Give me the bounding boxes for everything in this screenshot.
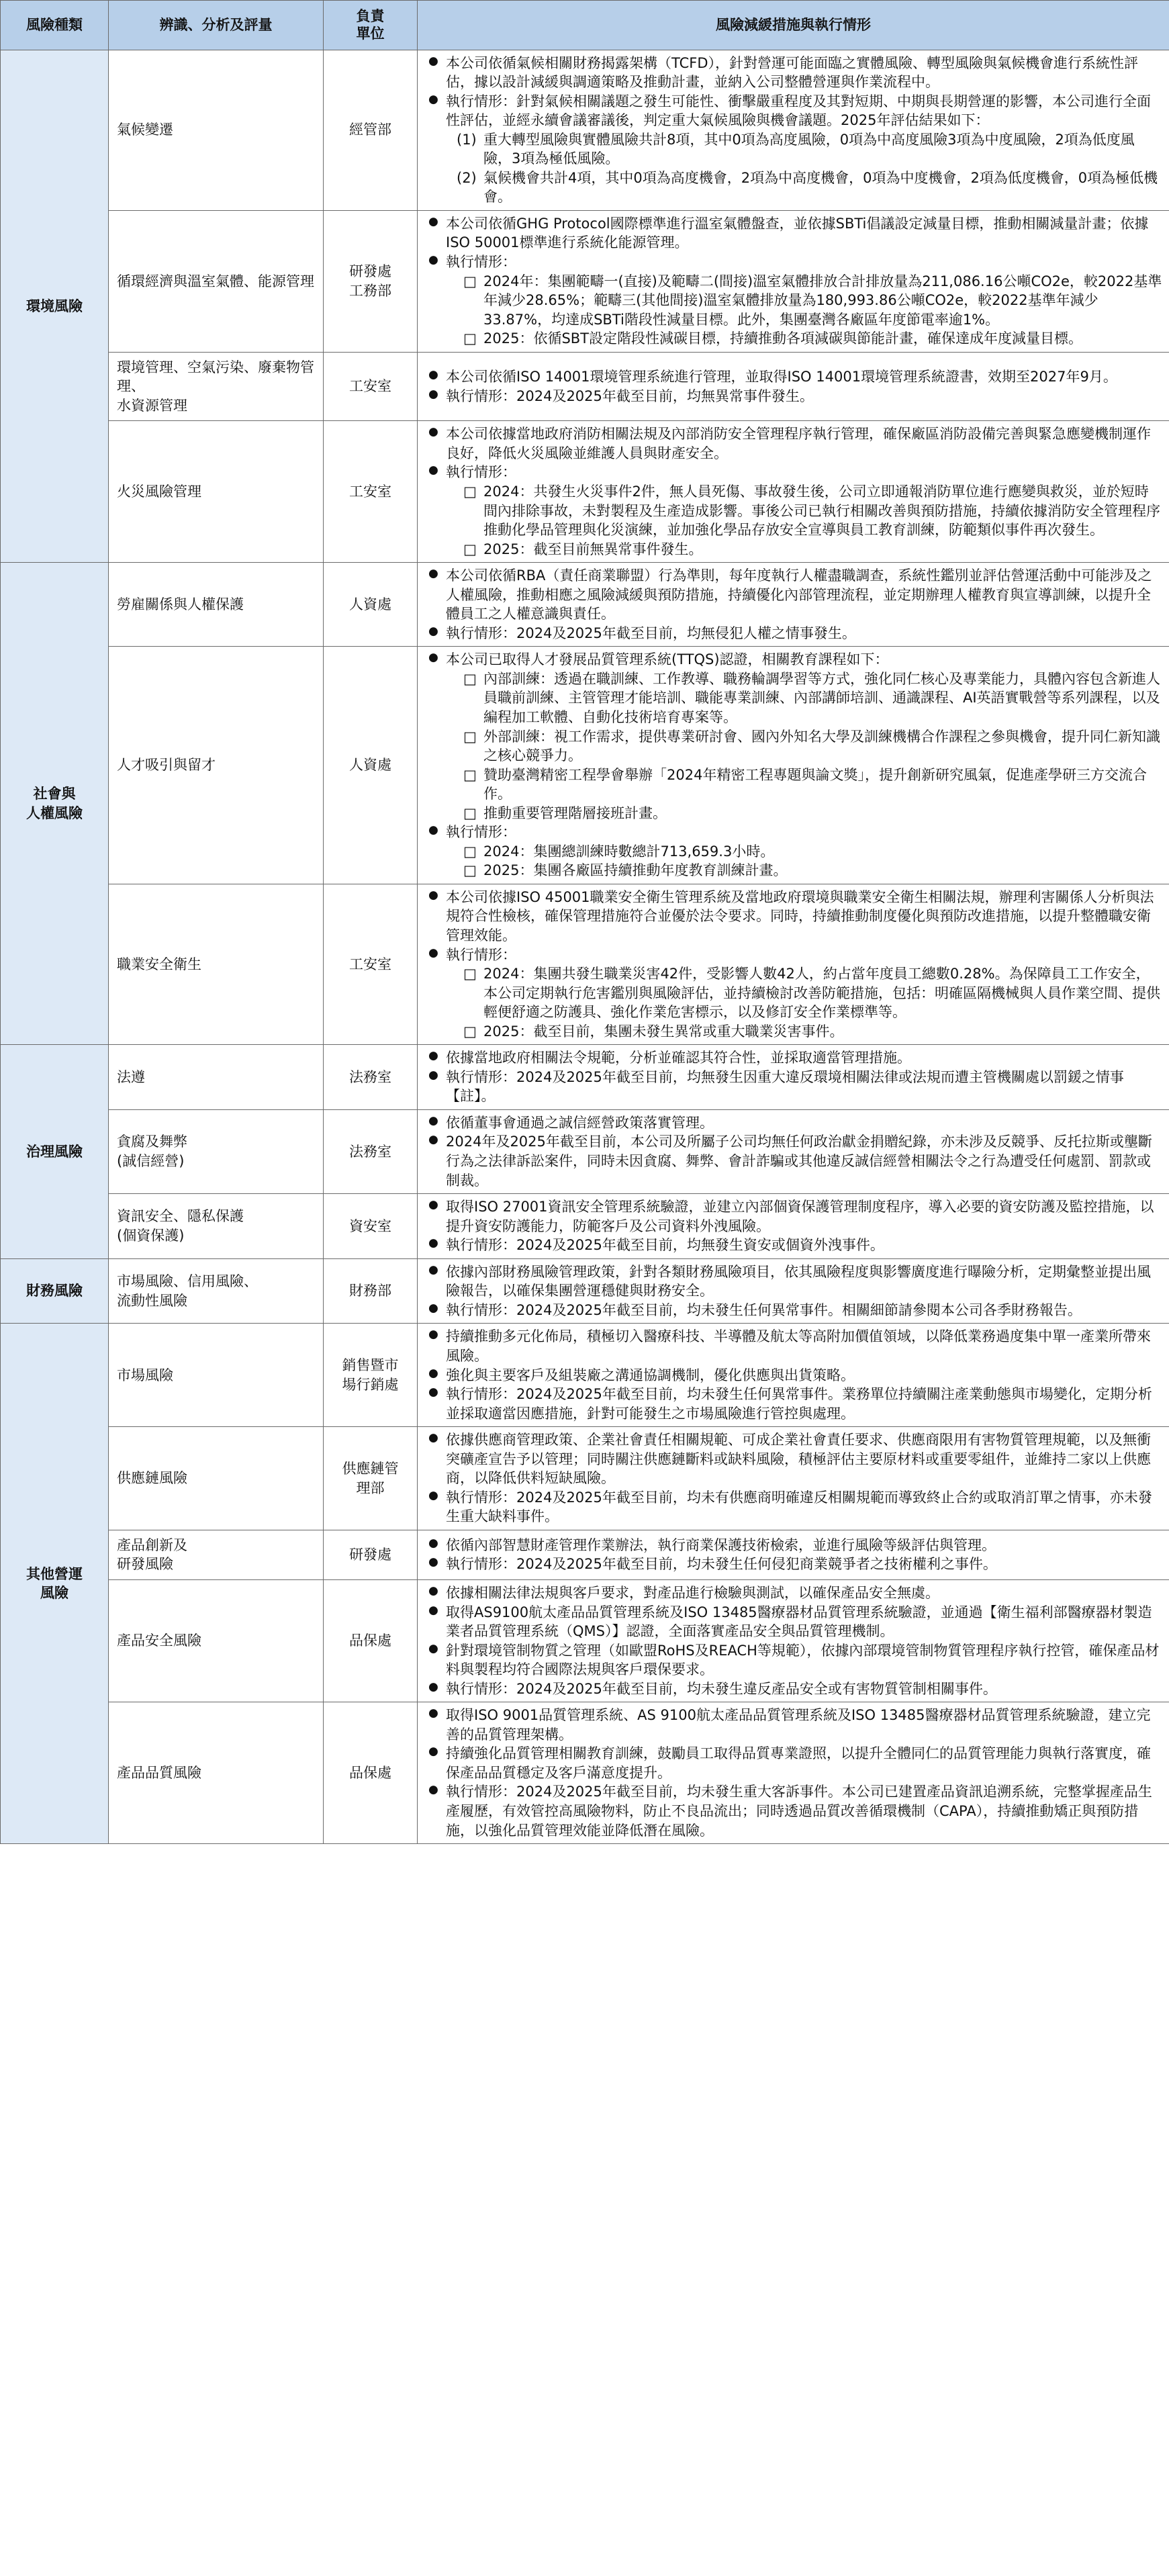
- bullet-item: [446, 1536, 1162, 1555]
- bullet-item: [446, 424, 1162, 463]
- bullet-list: [426, 214, 1162, 349]
- sub-bullet-item: □ 2025：依循SBT設定階段性減碳目標，持續推動各項減碳與節能計畫，確保達成年度減量目標。: [483, 329, 1162, 349]
- sub-bullet-list: [446, 272, 1162, 349]
- bullet-text: 取得ISO 27001資訊安全管理系統驗證，並建立內部個資保護管理制度程序，導入必要的資安防護及監控措施，以提升資安防護能力，防範客戶及公司資料外洩風險。: [446, 1199, 1154, 1234]
- header-assessment: 辨識、分析及評量: [109, 1, 324, 50]
- bullet-text: 本公司依循ISO 14001環境管理系統進行管理，並取得ISO 14001環境管理系統證書，效期至2027年9月。: [446, 368, 1117, 385]
- bullet-text: 2024年及2025年截至目前，本公司及所屬子公司均無任何政治獻金捐贈紀錄，亦未涉及反競爭、反托拉斯或壟斷行為之法律訴訟案件，同時未因貪腐、舞弊、會計詐騙或其他違反誠信經營相關法令之行為遭受任何處罰、罰款或制裁。: [446, 1134, 1152, 1189]
- bullet-list: [426, 1113, 1162, 1190]
- bullet-text: 執行情形：: [446, 824, 516, 841]
- bullet-text: 執行情形：2024及2025年截至目前，均未發生任何異常事件。相關細節請參閱本公司各季財務報告。: [446, 1301, 1082, 1318]
- bullet-text: 執行情形：2024及2025年截至目前，均未發生任何異常事件。業務單位持續關注產業動態與市場變化，定期分析並採取適當因應措施，針對可能發生之市場風險進行管控與處理。: [446, 1386, 1152, 1422]
- mitigation-cell: [418, 1045, 1169, 1110]
- risk-item-cell: 市場風險、信用風險、 流動性風險: [109, 1258, 324, 1324]
- table-row: [1, 1530, 1169, 1579]
- sub-bullet-list: [446, 670, 1162, 823]
- risk-category-cell: 財務風險: [1, 1258, 109, 1324]
- responsible-unit-cell: 法務室: [324, 1109, 418, 1193]
- bullet-text: 執行情形：2024及2025年截至目前，均無發生因重大違反環境相關法律或法規而遭主管機關處以罰鍰之情事【註】。: [446, 1068, 1124, 1105]
- bullet-text: 取得ISO 9001品質管理系統、AS 9100航太產品品質管理系統及ISO 13485醫療器材品質管理系統驗證，建立完善的品質管理架構。: [446, 1707, 1151, 1743]
- bullet-text: 本公司已取得人才發展品質管理系統(TTQS)認證，相關教育課程如下：: [446, 651, 889, 668]
- risk-item-cell: 產品品質風險: [109, 1702, 324, 1844]
- bullet-text: 取得AS9100航太產品品質管理系統及ISO 13485醫療器材品質管理系統驗證，並通過【衛生福利部醫療器材製造業者品質管理系統（QMS）】認證，全面落實產品安全與品質管理機制。: [446, 1604, 1152, 1640]
- bullet-item: [446, 1385, 1162, 1423]
- bullet-item: [446, 823, 1162, 880]
- bullet-item: [446, 1680, 1162, 1699]
- header-measures: 風險減緩措施與執行情形: [418, 1, 1169, 50]
- sub-bullet-item: □ 外部訓練：視工作需求，提供專業研討會、國內外知名大學及訓練機構合作課程之參與機會，提升同仁新知識之核心競爭力。: [483, 727, 1162, 766]
- bullet-list: [426, 566, 1162, 643]
- bullet-text: 本公司依循GHG Protocol國際標準進行溫室氣體盤查，並依據SBTi倡議設定減量目標，推動相關減量計畫；依據ISO 50001標準進行系統化能源管理。: [446, 215, 1149, 251]
- mitigation-cell: [418, 1427, 1169, 1530]
- mitigation-cell: [418, 1530, 1169, 1579]
- bullet-item: [446, 1583, 1162, 1603]
- risk-category-cell: 其他營運 風險: [1, 1324, 109, 1844]
- bullet-text: 針對環境管制物質之管理（如歐盟RoHS及REACH等規範），依據內部環境管制物質管理程序執行控管，確保產品材料與製程均符合國際法規與客戶環保要求。: [446, 1642, 1160, 1678]
- risk-item-cell: 產品安全風險: [109, 1579, 324, 1702]
- table-row: [1, 210, 1169, 352]
- numbered-text: 重大轉型風險與實體風險共計8項，其中0項為高度風險，0項為中高度風險3項為中度風險，2項為低度風險，3項為極低風險。: [483, 131, 1135, 167]
- bullet-text: 依循董事會通過之誠信經營政策落實管理。: [446, 1114, 714, 1131]
- header-category: 風險種類: [1, 1, 109, 50]
- sub-bullet-list: [446, 482, 1162, 559]
- bullet-item: [446, 1236, 1162, 1255]
- mitigation-cell: [418, 50, 1169, 210]
- bullet-item: [446, 387, 1162, 406]
- bullet-item: [446, 650, 1162, 823]
- bullet-text: 本公司依循RBA（責任商業聯盟）行為準則，每年度執行人權盡職調查，系統性鑑別並評估營運活動中可能涉及之人權風險，推動相應之風險減緩與預防措施，持續優化內部管理流程，並定期辦理人權教育與宣導訓練，以提升全體員工之人權意識與責任。: [446, 567, 1152, 623]
- bullet-text: 依據內部財務風險管理政策，針對各類財務風險項目，依其風險程度與影響廣度進行曝險分析，定期彙整並提出風險報告，以確保集團營運穩健與財務安全。: [446, 1263, 1151, 1299]
- numbered-marker: (1): [457, 131, 477, 148]
- bullet-item: [446, 1132, 1162, 1190]
- table-row: [1, 1324, 1169, 1427]
- responsible-unit-cell: 供應鏈管 理部: [324, 1427, 418, 1530]
- bullet-list: [426, 1583, 1162, 1698]
- sub-bullet-item: □ 內部訓練：透過在職訓練、工作教導、職務輪調學習等方式，強化同仁核心及專業能力，具體內容包含新進人員職前訓練、主管管理才能培訓、職能專業訓練、內部講師培訓、通識課程、AI英語實戰營等系列課程，以及編程加工軟體、自動化技術培育專案等。: [483, 670, 1162, 727]
- bullet-item: [446, 463, 1162, 559]
- risk-item-cell: 市場風險: [109, 1324, 324, 1427]
- bullet-item: [446, 1068, 1162, 1106]
- bullet-item: [446, 1782, 1162, 1840]
- numbered-list: [446, 130, 1162, 207]
- bullet-item: [446, 1113, 1162, 1133]
- bullet-list: [426, 367, 1162, 406]
- risk-item-cell: 火災風險管理: [109, 421, 324, 563]
- bullet-item: [446, 1197, 1162, 1236]
- table-row: [1, 884, 1169, 1044]
- responsible-unit-cell: 工安室: [324, 352, 418, 421]
- risk-item-cell: 供應鏈風險: [109, 1427, 324, 1530]
- bullet-item: [446, 214, 1162, 252]
- bullet-item: [446, 92, 1162, 207]
- header-unit: 負責 單位: [324, 1, 418, 50]
- table-row: [1, 421, 1169, 563]
- bullet-item: [446, 1744, 1162, 1782]
- risk-item-cell: 資訊安全、隱私保護 (個資保護): [109, 1194, 324, 1259]
- numbered-text: 氣候機會共計4項，其中0項為高度機會，2項為中高度機會，0項為中度機會，2項為低度機會，0項為極低機會。: [483, 169, 1158, 205]
- mitigation-cell: [418, 563, 1169, 647]
- bullet-text: 本公司依據當地政府消防相關法規及內部消防安全管理程序執行管理，確保廠區消防設備完善與緊急應變機制運作良好，降低火災風險並維護人員與財產安全。: [446, 426, 1151, 461]
- risk-item-cell: 人才吸引與留才: [109, 647, 324, 884]
- bullet-text: 執行情形：2024及2025年截至目前，均無侵犯人權之情事發生。: [446, 625, 856, 641]
- risk-item-cell: 環境管理、空氣污染、廢棄物管理、 水資源管理: [109, 352, 324, 421]
- responsible-unit-cell: 人資處: [324, 647, 418, 884]
- bullet-text: 依據供應商管理政策、企業社會責任相關規範、可成企業社會責任要求、供應商限用有害物質管理規範，以及無衝突礦產宣告予以管理；同時關注供應鏈斷料或缺料風險，積極評估主要原材料或重要零組件，並維持二家以上供應商，以降低供料短缺風險。: [446, 1432, 1151, 1487]
- bullet-item: [446, 1262, 1162, 1301]
- bullet-text: 執行情形：2024及2025年截至目前，均未發生重大客訴事件。本公司已建置產品資訊追溯系統，完整掌握產品生產履歷，有效管控高風險物料，防止不良品流出；同時透過品質改善循環機制（CAPA），持續推動矯正與預防措施，以強化品質管理效能並降低潛在風險。: [446, 1784, 1152, 1839]
- bullet-list: [426, 1327, 1162, 1423]
- bullet-item: [446, 1641, 1162, 1680]
- mitigation-cell: [418, 352, 1169, 421]
- sub-bullet-list: [446, 842, 1162, 880]
- risk-category-cell: 社會與 人權風險: [1, 563, 109, 1045]
- bullet-list: [426, 54, 1162, 207]
- bullet-text: 執行情形：: [446, 946, 516, 963]
- bullet-text: 執行情形：2024及2025年截至目前，均未發生違反產品安全或有害物質管制相關事件。: [446, 1680, 997, 1697]
- mitigation-cell: [418, 210, 1169, 352]
- table-row: [1, 1427, 1169, 1530]
- bullet-item: [446, 624, 1162, 643]
- table-row: [1, 647, 1169, 884]
- bullet-list: [426, 650, 1162, 880]
- bullet-text: 執行情形：2024及2025年截至目前，均無異常事件發生。: [446, 387, 814, 404]
- numbered-item: [457, 130, 1162, 169]
- sub-bullet-list: [446, 964, 1162, 1041]
- bullet-item: [446, 54, 1162, 92]
- risk-category-cell: 治理風險: [1, 1045, 109, 1258]
- table-row: [1, 352, 1169, 421]
- bullet-item: [446, 946, 1162, 1042]
- table-row: [1, 1258, 1169, 1324]
- responsible-unit-cell: 銷售暨市 場行銷處: [324, 1324, 418, 1427]
- mitigation-cell: [418, 1258, 1169, 1324]
- bullet-list: [426, 1262, 1162, 1320]
- bullet-list: [426, 1430, 1162, 1526]
- mitigation-cell: [418, 1702, 1169, 1844]
- risk-item-cell: 氣候變遷: [109, 50, 324, 210]
- risk-item-cell: 法遵: [109, 1045, 324, 1110]
- mitigation-cell: [418, 884, 1169, 1044]
- sub-bullet-item: □ 2025：截至目前，集團未發生異常或重大職業災害事件。: [483, 1022, 1162, 1042]
- sub-bullet-item: □ 2024：共發生火災事件2件，無人員死傷、事故發生後，公司立即通報消防單位進行應變與救災，並於短時間內排除事故，未對製程及生產造成影響。事後公司已執行相關改善與預防措施，持續依據消防安全管理程序推動化學品管理與化災演練，並加強化學品存放安全宣導與員工教育訓練，防範類似事件再次發生。: [483, 482, 1162, 540]
- mitigation-cell: [418, 1194, 1169, 1259]
- bullet-text: 本公司依循氣候相關財務揭露架構（TCFD），針對營運可能面臨之實體風險、轉型風險與氣候機會進行系統性評估，據以設計減緩與調適策略及推動計畫，並納入公司整體營運與作業流程中。: [446, 54, 1139, 91]
- mitigation-cell: [418, 1109, 1169, 1193]
- bullet-text: 依據相關法律法規與客戶要求，對產品進行檢驗與測試，以確保產品安全無虞。: [446, 1584, 939, 1601]
- bullet-item: [446, 1327, 1162, 1365]
- sub-bullet-item: □ 推動重要管理階層接班計畫。: [483, 804, 1162, 823]
- numbered-marker: (2): [457, 169, 477, 186]
- mitigation-cell: [418, 647, 1169, 884]
- risk-item-cell: 貪腐及舞弊 (誠信經營): [109, 1109, 324, 1193]
- sub-bullet-item: □ 2025：集團各廠區持續推動年度教育訓練計畫。: [483, 861, 1162, 880]
- table-row: [1, 1045, 1169, 1110]
- table-row: [1, 563, 1169, 647]
- risk-item-cell: 勞雇關係與人權保護: [109, 563, 324, 647]
- bullet-text: 執行情形：: [446, 464, 516, 481]
- bullet-item: [446, 1603, 1162, 1641]
- responsible-unit-cell: 研發處 工務部: [324, 210, 418, 352]
- sub-bullet-item: □ 2025：截至目前無異常事件發生。: [483, 540, 1162, 559]
- bullet-list: [426, 1536, 1162, 1574]
- mitigation-cell: [418, 1324, 1169, 1427]
- responsible-unit-cell: 品保處: [324, 1702, 418, 1844]
- bullet-item: [446, 566, 1162, 624]
- risk-category-cell: 環境風險: [1, 50, 109, 563]
- responsible-unit-cell: 工安室: [324, 421, 418, 563]
- bullet-list: [426, 1197, 1162, 1255]
- bullet-item: [446, 367, 1162, 387]
- responsible-unit-cell: 研發處: [324, 1530, 418, 1579]
- bullet-item: [446, 1430, 1162, 1488]
- numbered-item: [457, 169, 1162, 207]
- bullet-text: 執行情形：2024及2025年截至目前，均未有供應商明確違反相關規範而導致終止合約或取消訂單之情事，亦未發生重大缺料事件。: [446, 1489, 1152, 1525]
- bullet-list: [426, 424, 1162, 559]
- bullet-text: 執行情形：: [446, 253, 516, 270]
- table-row: [1, 1702, 1169, 1844]
- bullet-item: [446, 888, 1162, 946]
- bullet-item: [446, 1301, 1162, 1320]
- sub-bullet-item: □ 2024：集團共發生職業災害42件，受影響人數42人，約占當年度員工總數0.28%。為保障員工工作安全，本公司定期執行危害鑑別與風險評估，並持續檢討改善防範措施，包括：明確區隔機械與人員作業空間、提供輕便舒適之防護具、強化作業危害標示，以及修訂安全作業標準等。: [483, 964, 1162, 1022]
- risk-item-cell: 產品創新及 研發風險: [109, 1530, 324, 1579]
- bullet-text: 依循內部智慧財產管理作業辦法，執行商業保護技術檢索，並進行風險等級評估與管理。: [446, 1536, 996, 1553]
- mitigation-cell: [418, 421, 1169, 563]
- responsible-unit-cell: 經管部: [324, 50, 418, 210]
- bullet-item: [446, 1555, 1162, 1574]
- table-row: [1, 1579, 1169, 1702]
- sub-bullet-item: □ 2024年：集團範疇一(直接)及範疇二(間接)溫室氣體排放合計排放量為211,086.16公噸CO2e，較2022基準年減少28.65%；範疇三(其他間接)溫室氣體排放量為180,993.86公噸CO2e，較2022基準年減少33.87%，均達成SBTi階段性減量目標。此外，集團臺灣各廠區年度節電率逾1%。: [483, 272, 1162, 330]
- risk-item-cell: 職業安全衛生: [109, 884, 324, 1044]
- bullet-text: 執行情形：2024及2025年截至目前，均未發生任何侵犯商業競爭者之技術權利之事件。: [446, 1556, 997, 1573]
- responsible-unit-cell: 資安室: [324, 1194, 418, 1259]
- bullet-text: 本公司依據ISO 45001職業安全衛生管理系統及當地政府環境與職業安全衛生相關法規，辦理利害關係人分析與法規符合性檢核，確保管理措施符合並優於法令要求。同時，持續推動制度優化與預防改進措施，以提升整體職安衛管理效能。: [446, 888, 1154, 944]
- table-row: [1, 1194, 1169, 1259]
- table-header-row: [1, 1, 1169, 50]
- bullet-item: [446, 1048, 1162, 1068]
- bullet-text: 持續強化品質管理相關教育訓練，鼓勵員工取得品質專業證照，以提升全體同仁的品質管理能力與執行落實度，確保產品品質穩定及客戶滿意度提升。: [446, 1745, 1151, 1781]
- bullet-text: 強化與主要客戶及組裝廠之溝通協調機制，優化供應與出貨策略。: [446, 1367, 855, 1383]
- bullet-text: 執行情形：針對氣候相關議題之發生可能性、衝擊嚴重程度及其對短期、中期與長期營運的影響，本公司進行全面性評估，並經永續會議審議後，判定重大氣候風險與機會議題。2025年評估結果如下：: [446, 93, 1151, 129]
- bullet-list: [426, 1048, 1162, 1106]
- bullet-text: 依據當地政府相關法令規範，分析並確認其符合性，並採取適當管理措施。: [446, 1050, 911, 1066]
- sub-bullet-item: □ 贊助臺灣精密工程學會舉辦「2024年精密工程專題與論文獎」，提升創新研究風氣，促進產學研三方交流合作。: [483, 766, 1162, 804]
- bullet-text: 執行情形：2024及2025年截至目前，均無發生資安或個資外洩事件。: [446, 1237, 884, 1254]
- bullet-item: [446, 1706, 1162, 1744]
- responsible-unit-cell: 人資處: [324, 563, 418, 647]
- bullet-item: [446, 1488, 1162, 1526]
- bullet-item: [446, 252, 1162, 349]
- bullet-list: [426, 1706, 1162, 1840]
- table-row: [1, 50, 1169, 210]
- responsible-unit-cell: 財務部: [324, 1258, 418, 1324]
- responsible-unit-cell: 品保處: [324, 1579, 418, 1702]
- sub-bullet-item: □ 2024：集團總訓練時數總計713,659.3小時。: [483, 842, 1162, 862]
- bullet-item: [446, 1366, 1162, 1385]
- table-row: [1, 1109, 1169, 1193]
- bullet-text: 持續推動多元化佈局，積極切入醫療科技、半導體及航太等高附加價值領域，以降低業務過度集中單一產業所帶來風險。: [446, 1328, 1151, 1364]
- mitigation-cell: [418, 1579, 1169, 1702]
- responsible-unit-cell: 法務室: [324, 1045, 418, 1110]
- risk-item-cell: 循環經濟與溫室氣體、能源管理: [109, 210, 324, 352]
- bullet-list: [426, 888, 1162, 1041]
- responsible-unit-cell: 工安室: [324, 884, 418, 1044]
